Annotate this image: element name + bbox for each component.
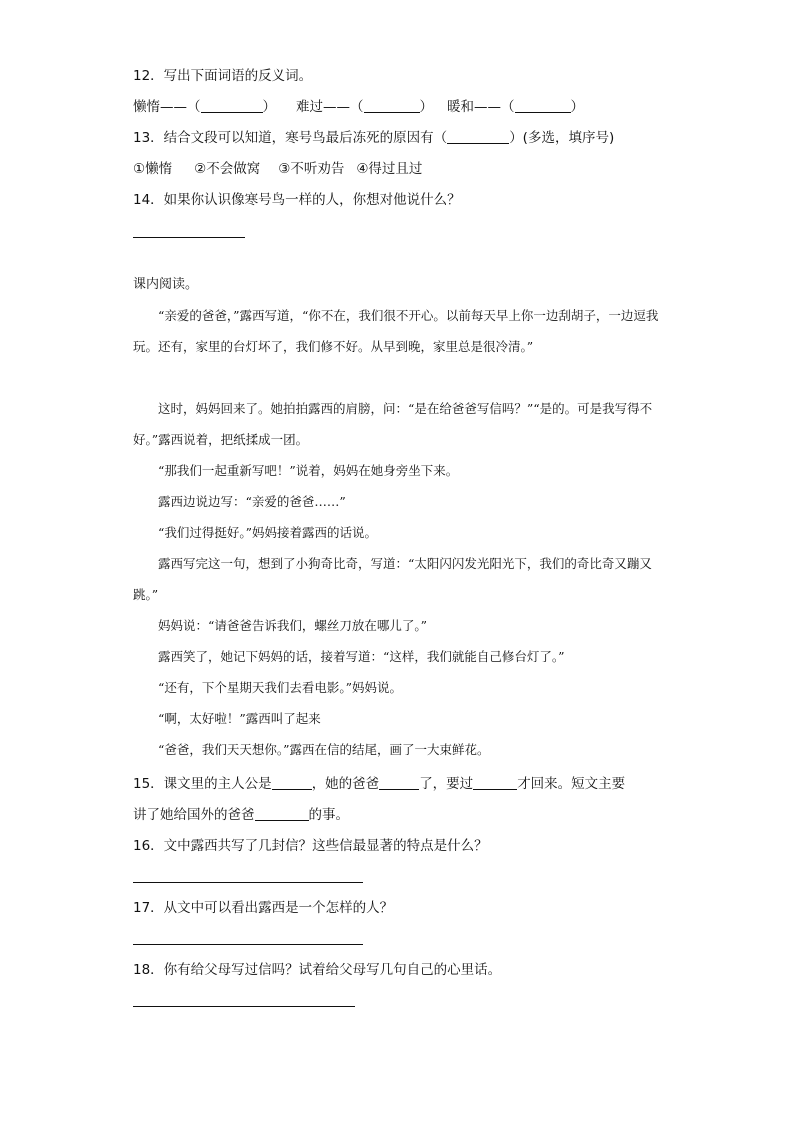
q13-blank[interactable]: [447, 129, 509, 144]
passage-paragraph-10: “啊，太好啦！”露西叫了起来: [158, 711, 321, 726]
q12-blank2[interactable]: [364, 98, 420, 113]
q13-prompt: 13．结合文段可以知道，寒号鸟最后冻死的原因有（ ）(多选，填序号): [133, 130, 615, 146]
q18-answer-line[interactable]: [133, 1006, 355, 1007]
q12-word1: 懒惰——（: [133, 99, 201, 115]
q12-prompt: 12．写出下面词语的反义词。: [133, 68, 313, 84]
q15-blank-protagonist[interactable]: [272, 775, 312, 790]
q15-blank-time[interactable]: [473, 775, 517, 790]
q15-blank-event[interactable]: [255, 806, 309, 821]
q13-option-2: ②不会做窝: [194, 161, 261, 177]
passage-paragraph-3: “那我们一起重新写吧！”说着，妈妈在她身旁坐下来。: [158, 463, 459, 478]
passage-paragraph-11: “爸爸，我们天天想你。”露西在信的结尾，画了一大束鲜花。: [158, 742, 490, 757]
q15-blank-father[interactable]: [379, 775, 419, 790]
passage-paragraph-5: “我们过得挺好。”妈妈接着露西的话说。: [158, 525, 378, 540]
passage-paragraph-7: 妈妈说：“请爸爸告诉我们，螺丝刀放在哪儿了。”: [158, 618, 428, 633]
q17-answer-line[interactable]: [133, 944, 363, 945]
q12-blank3[interactable]: [515, 98, 571, 113]
q15-line-2: 讲了她给国外的爸爸 的事。: [133, 807, 349, 823]
q18-prompt: 18．你有给父母写过信吗？试着给父母写几句自己的心里话。: [133, 962, 502, 978]
q14-answer-line[interactable]: [133, 237, 245, 238]
passage-paragraph-9: “还有，下个星期天我们去看电影。”妈妈说。: [158, 680, 403, 695]
passage-paragraph-4: 露西边说边写：“亲爱的爸爸……”: [158, 494, 346, 509]
q12-blank1[interactable]: [201, 98, 263, 113]
q13-option-1: ①懒惰: [133, 161, 173, 177]
q17-prompt: 17．从文中可以看出露西是一个怎样的人？: [133, 900, 394, 916]
q12-word3: 暖和——（: [447, 99, 515, 115]
q14-prompt: 14．如果你认识像寒号鸟一样的人，你想对他说什么？: [133, 192, 461, 208]
passage-paragraph-6: 露西写完这一句，想到了小狗奇比奇，写道：“太阳闪闪发光阳光下，我们的奇比奇又蹦又跳。”: [133, 556, 652, 602]
q12-antonyms: 懒惰——（ ） 难过——（ ） 暖和——（ ）: [133, 99, 584, 115]
q13-options: [133, 159, 422, 179]
q16-prompt: 16．文中露西共写了几封信？这些信最显著的特点是什么？: [133, 838, 488, 854]
passage-paragraph-8: 露西笑了，她记下妈妈的话，接着写道：“这样，我们就能自己修台灯了。”: [158, 649, 565, 664]
q16-answer-line[interactable]: [133, 882, 363, 883]
q12-word2: 难过——（: [296, 99, 364, 115]
passage-paragraph-2: 这时，妈妈回来了。她拍拍露西的肩膀，问：“是在给爸爸写信吗？”“是的。可是我写得不好。”露西说着，把纸揉成一团。: [133, 401, 653, 447]
q13-option-4: ④得过且过: [356, 161, 423, 177]
passage-paragraph-1: “亲爱的爸爸，”露西写道，“你不在，我们很不开心。以前每天早上你一边刮胡子，一边逗我玩。还有，家里的台灯坏了，我们修不好。从早到晚，家里总是很冷清。”: [133, 308, 659, 354]
q13-option-3: ③不听劝告: [278, 161, 345, 177]
section-title: 课内阅读。: [133, 277, 199, 292]
q15-line-1: 15．课文里的主人公是 ，她的爸爸 了，要过 才回来。短文主要: [133, 776, 626, 792]
